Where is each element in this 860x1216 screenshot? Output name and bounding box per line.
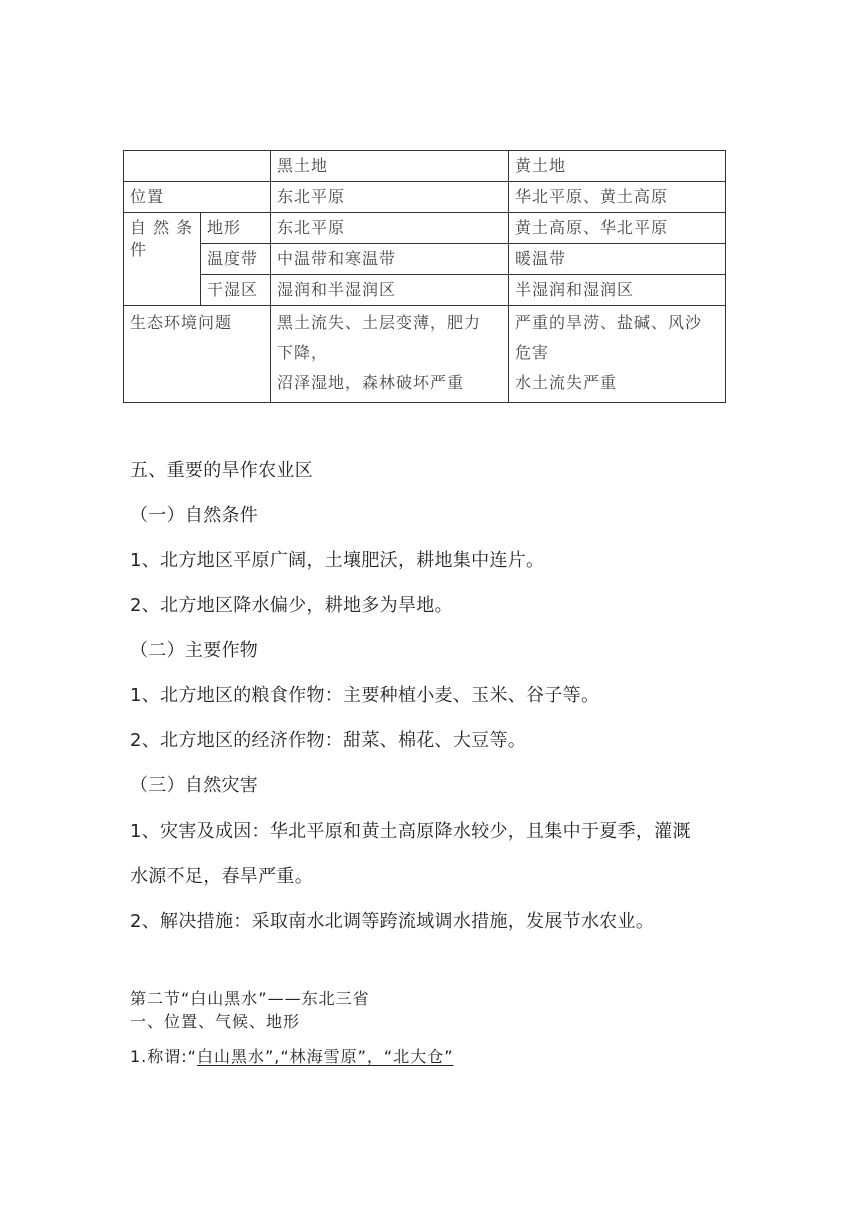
paragraph-line: 水源不足，春旱严重。 xyxy=(130,866,313,887)
paragraph: 2、解决措施：采取南水北调等跨流域调水措施，发展节水农业。 xyxy=(130,911,655,932)
row-label-eco-problems: 生态环境问题 xyxy=(124,306,271,403)
table-header-yellow-soil: 黄土地 xyxy=(509,151,726,182)
nickname-prefix: 1.称谓:“ xyxy=(130,1047,197,1066)
paragraph: 2、北方地区的经济作物：甜菜、棉花、大豆等。 xyxy=(130,730,527,751)
table-header-row xyxy=(124,151,726,182)
subsection-heading: （一）自然条件 xyxy=(130,505,259,526)
table-row xyxy=(124,275,726,306)
table-row xyxy=(124,213,726,244)
table-header-black-soil: 黑土地 xyxy=(271,151,509,182)
nickname-line xyxy=(130,1044,454,1067)
cell-black-location: 东北平原 xyxy=(271,182,509,213)
paragraph: 1、北方地区平原广阔，土壤肥沃，耕地集中连片。 xyxy=(130,550,545,571)
row-sublabel-humidity-zone: 干湿区 xyxy=(201,275,271,306)
cell-black-terrain: 东北平原 xyxy=(271,213,509,244)
section-heading: 五、重要的旱作农业区 xyxy=(130,460,313,481)
cell-line: 下降， xyxy=(277,343,329,362)
cell-line: 危害 xyxy=(515,343,550,362)
cell-line: 沼泽湿地，森林破坏严重 xyxy=(277,373,465,392)
cell-line: 黑土流失、土层变薄，肥力 xyxy=(277,313,482,332)
comparison-table xyxy=(123,150,726,403)
chapter-title: 第二节“白山黑水”——东北三省 xyxy=(130,989,370,1008)
row-sublabel-temperature-zone: 温度带 xyxy=(201,244,271,275)
cell-yellow-eco xyxy=(509,306,726,403)
cell-black-eco xyxy=(271,306,509,403)
cell-black-humidity: 湿润和半湿润区 xyxy=(271,275,509,306)
paragraph-line: 1、灾害及成因：华北平原和黄土高原降水较少，且集中于夏季，灌溉 xyxy=(130,821,691,842)
paragraph: 2、北方地区降水偏少，耕地多为旱地。 xyxy=(130,595,453,616)
table-header-empty xyxy=(124,151,271,182)
cell-yellow-temperature: 暖温带 xyxy=(509,244,726,275)
nickname-value: 白山黑水”,“林海雪原”，“北大仓” xyxy=(196,1047,454,1066)
row-label-natural-conditions: 自 然 条 件 xyxy=(124,213,201,306)
table-row xyxy=(124,244,726,275)
cell-yellow-location: 华北平原、黄土高原 xyxy=(509,182,726,213)
paragraph: 1、北方地区的粮食作物：主要种植小麦、玉米、谷子等。 xyxy=(130,685,600,706)
cell-line: 水土流失严重 xyxy=(515,373,618,392)
cell-black-temperature: 中温带和寒温带 xyxy=(271,244,509,275)
cell-yellow-terrain: 黄土高原、华北平原 xyxy=(509,213,726,244)
row-sublabel-terrain: 地形 xyxy=(201,213,271,244)
cell-line: 严重的旱涝、盐碱、风沙 xyxy=(515,313,703,332)
cell-yellow-humidity: 半湿润和湿润区 xyxy=(509,275,726,306)
table-row xyxy=(124,306,726,403)
subsection-heading: （三）自然灾害 xyxy=(130,775,259,796)
row-label-location: 位置 xyxy=(124,182,271,213)
table-row xyxy=(124,182,726,213)
section-heading: 一、位置、气候、地形 xyxy=(130,1012,301,1031)
subsection-heading: （二）主要作物 xyxy=(130,640,259,661)
